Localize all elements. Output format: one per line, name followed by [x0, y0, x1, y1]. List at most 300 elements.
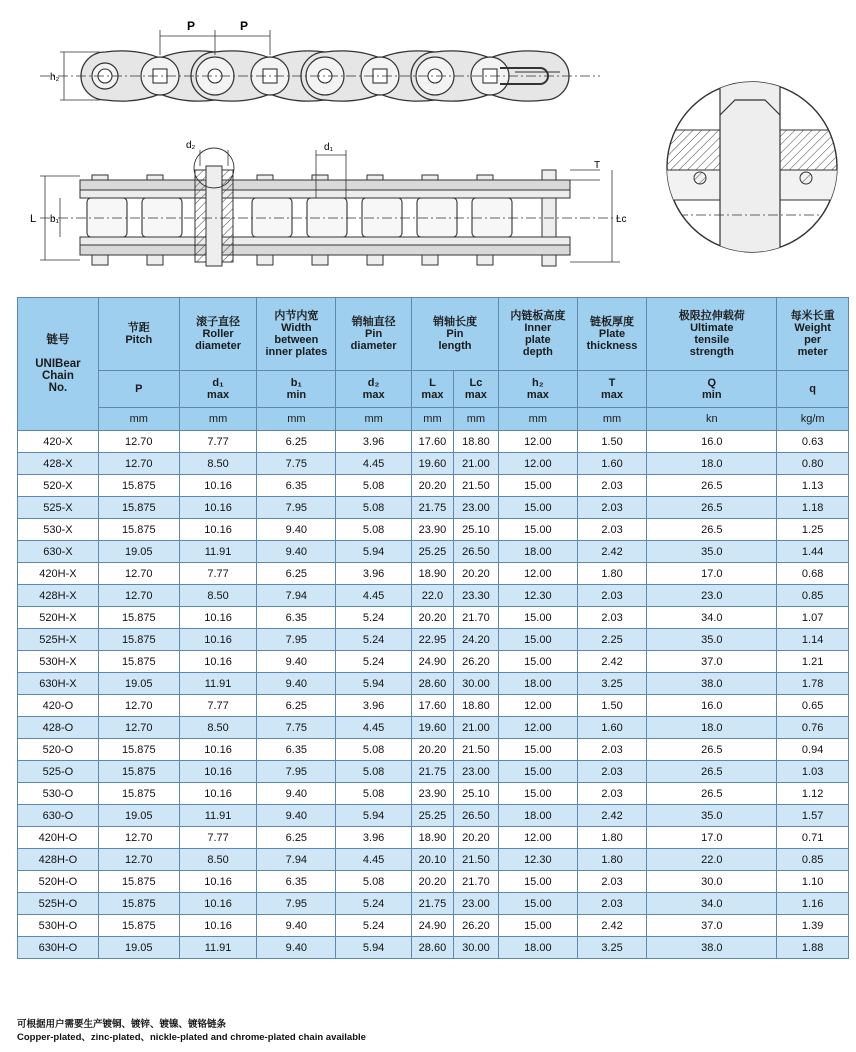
inner-plate-depth-header: 内链板高度 Inner plate depth: [498, 298, 577, 371]
table-cell: 12.30: [498, 585, 577, 607]
table-cell: 21.75: [411, 893, 453, 915]
table-cell: 26.50: [453, 805, 498, 827]
table-cell: 7.95: [257, 761, 336, 783]
table-row: [18, 761, 849, 783]
unit-cell: mm: [98, 408, 179, 431]
table-cell: 5.08: [336, 475, 412, 497]
spec-table-body: [18, 431, 849, 959]
table-cell: 23.30: [453, 585, 498, 607]
table-cell: 35.0: [647, 541, 777, 563]
chain-no-cell: 530-X: [18, 519, 99, 541]
table-cell: 12.00: [498, 453, 577, 475]
chain-spec-table: [17, 297, 849, 959]
table-cell: 1.80: [577, 827, 647, 849]
pin-diameter-header: 销轴直径 Pin diameter: [336, 298, 412, 371]
table-cell: 4.45: [336, 453, 412, 475]
table-cell: 5.94: [336, 673, 412, 695]
table-cell: 1.39: [777, 915, 849, 937]
table-cell: 6.35: [257, 475, 336, 497]
table-cell: 2.42: [577, 651, 647, 673]
table-cell: 5.08: [336, 497, 412, 519]
table-cell: 21.00: [453, 717, 498, 739]
table-cell: 18.0: [647, 453, 777, 475]
table-cell: 0.76: [777, 717, 849, 739]
table-cell: 23.90: [411, 519, 453, 541]
pitch-header: 节距 Pitch: [98, 298, 179, 371]
chain-no-cell: 428H-O: [18, 849, 99, 871]
table-cell: 9.40: [257, 915, 336, 937]
table-cell: 7.75: [257, 717, 336, 739]
chain-technical-drawings: [0, 0, 856, 290]
table-cell: 7.95: [257, 893, 336, 915]
chain-no-cell: 530H-X: [18, 651, 99, 673]
table-cell: 12.00: [498, 827, 577, 849]
table-cell: 9.40: [257, 805, 336, 827]
unit-cell: mm: [453, 408, 498, 431]
table-cell: 15.00: [498, 761, 577, 783]
table-cell: 22.0: [647, 849, 777, 871]
table-cell: 0.71: [777, 827, 849, 849]
table-cell: 20.10: [411, 849, 453, 871]
table-cell: 23.00: [453, 761, 498, 783]
table-cell: 12.70: [98, 695, 179, 717]
table-cell: 3.96: [336, 695, 412, 717]
table-cell: 10.16: [179, 871, 257, 893]
table-cell: 17.0: [647, 827, 777, 849]
table-cell: 10.16: [179, 519, 257, 541]
table-cell: 23.0: [647, 585, 777, 607]
table-cell: 18.00: [498, 805, 577, 827]
pitch-label-2: P: [240, 19, 249, 33]
table-cell: 34.0: [647, 607, 777, 629]
weight-per-meter-header: 每米长重 Weight per meter: [777, 298, 849, 371]
table-cell: 35.0: [647, 629, 777, 651]
table-cell: 1.57: [777, 805, 849, 827]
table-cell: 21.00: [453, 453, 498, 475]
table-cell: 1.12: [777, 783, 849, 805]
table-cell: 15.875: [98, 651, 179, 673]
d1-label: d₁: [324, 142, 333, 153]
table-cell: 1.50: [577, 695, 647, 717]
table-cell: 10.16: [179, 475, 257, 497]
table-cell: 12.70: [98, 453, 179, 475]
table-cell: 2.03: [577, 783, 647, 805]
table-cell: 15.875: [98, 761, 179, 783]
table-cell: 2.03: [577, 607, 647, 629]
chain-no-cell: 530-O: [18, 783, 99, 805]
table-cell: 18.00: [498, 673, 577, 695]
table-cell: 15.875: [98, 629, 179, 651]
table-cell: 38.0: [647, 673, 777, 695]
table-cell: 18.80: [453, 695, 498, 717]
table-cell: 1.88: [777, 937, 849, 959]
table-cell: 25.10: [453, 519, 498, 541]
roller-diameter-header: 滚子直径 Roller diameter: [179, 298, 257, 371]
table-cell: 7.94: [257, 849, 336, 871]
unit-cell: mm: [336, 408, 412, 431]
table-cell: 2.42: [577, 541, 647, 563]
table-cell: 16.0: [647, 695, 777, 717]
table-cell: 5.08: [336, 519, 412, 541]
chain-no-header: 链号 UNIBear Chain No.: [18, 298, 99, 431]
symbol-cell: Lc max: [453, 371, 498, 408]
table-cell: 28.60: [411, 673, 453, 695]
table-cell: 3.96: [336, 563, 412, 585]
table-cell: 1.13: [777, 475, 849, 497]
table-cell: 8.50: [179, 585, 257, 607]
table-cell: 1.21: [777, 651, 849, 673]
table-cell: 20.20: [453, 563, 498, 585]
d2-label: d₂: [186, 140, 196, 151]
chain-no-cell: 630H-X: [18, 673, 99, 695]
table-cell: 9.40: [257, 673, 336, 695]
symbol-cell: q: [777, 371, 849, 408]
table-cell: 30.0: [647, 871, 777, 893]
table-cell: 2.03: [577, 497, 647, 519]
table-cell: 12.70: [98, 849, 179, 871]
symbol-cell: d₂ max: [336, 371, 412, 408]
table-cell: 25.25: [411, 805, 453, 827]
table-row: [18, 475, 849, 497]
table-cell: 15.875: [98, 915, 179, 937]
table-cell: 12.70: [98, 563, 179, 585]
table-cell: 17.0: [647, 563, 777, 585]
table-cell: 5.24: [336, 915, 412, 937]
table-cell: 15.00: [498, 497, 577, 519]
table-cell: 1.80: [577, 563, 647, 585]
l-label: L: [30, 213, 37, 225]
table-cell: 7.75: [257, 453, 336, 475]
table-cell: 15.00: [498, 915, 577, 937]
table-cell: 8.50: [179, 717, 257, 739]
table-cell: 15.00: [498, 519, 577, 541]
table-cell: 3.25: [577, 673, 647, 695]
chain-no-cell: 428H-X: [18, 585, 99, 607]
table-cell: 18.90: [411, 563, 453, 585]
table-cell: 12.70: [98, 585, 179, 607]
chain-no-cell: 420-O: [18, 695, 99, 717]
table-cell: 1.60: [577, 453, 647, 475]
table-cell: 5.24: [336, 629, 412, 651]
table-cell: 26.5: [647, 475, 777, 497]
chain-no-cell: 428-O: [18, 717, 99, 739]
table-cell: 2.03: [577, 739, 647, 761]
unit-cell: mm: [577, 408, 647, 431]
table-cell: 2.03: [577, 475, 647, 497]
symbol-cell: T max: [577, 371, 647, 408]
table-cell: 21.75: [411, 497, 453, 519]
table-cell: 5.08: [336, 761, 412, 783]
table-cell: 1.25: [777, 519, 849, 541]
table-cell: 6.25: [257, 563, 336, 585]
chain-no-cell: 520H-X: [18, 607, 99, 629]
table-cell: 26.5: [647, 761, 777, 783]
table-cell: 2.03: [577, 871, 647, 893]
table-cell: 38.0: [647, 937, 777, 959]
unit-cell: kg/m: [777, 408, 849, 431]
table-cell: 12.00: [498, 695, 577, 717]
table-cell: 8.50: [179, 453, 257, 475]
table-cell: 10.16: [179, 761, 257, 783]
table-cell: 10.16: [179, 739, 257, 761]
table-cell: 23.90: [411, 783, 453, 805]
table-cell: 0.63: [777, 431, 849, 453]
table-cell: 15.00: [498, 475, 577, 497]
table-cell: 18.90: [411, 827, 453, 849]
table-cell: 26.5: [647, 783, 777, 805]
table-cell: 15.875: [98, 783, 179, 805]
unit-cell: mm: [411, 408, 453, 431]
symbol-cell: L max: [411, 371, 453, 408]
table-cell: 18.80: [453, 431, 498, 453]
table-cell: 23.00: [453, 893, 498, 915]
table-cell: 4.45: [336, 849, 412, 871]
chain-no-cell: 525-X: [18, 497, 99, 519]
table-cell: 7.94: [257, 585, 336, 607]
table-cell: 5.24: [336, 651, 412, 673]
table-cell: 12.00: [498, 563, 577, 585]
table-row: [18, 651, 849, 673]
table-cell: 0.94: [777, 739, 849, 761]
table-cell: 9.40: [257, 651, 336, 673]
chain-top-view: [30, 140, 627, 266]
table-cell: 2.03: [577, 893, 647, 915]
table-cell: 5.94: [336, 937, 412, 959]
table-cell: 2.03: [577, 761, 647, 783]
chain-no-cell: 630-X: [18, 541, 99, 563]
chain-no-cell: 630-O: [18, 805, 99, 827]
table-row: [18, 453, 849, 475]
table-cell: 7.77: [179, 431, 257, 453]
table-cell: 37.0: [647, 651, 777, 673]
table-cell: 20.20: [411, 475, 453, 497]
table-cell: 5.94: [336, 805, 412, 827]
table-cell: 30.00: [453, 937, 498, 959]
table-cell: 1.18: [777, 497, 849, 519]
chain-no-cell: 420H-X: [18, 563, 99, 585]
table-cell: 19.05: [98, 805, 179, 827]
table-cell: 18.00: [498, 541, 577, 563]
table-cell: 12.00: [498, 431, 577, 453]
table-row: [18, 717, 849, 739]
table-cell: 15.875: [98, 497, 179, 519]
pin-detail-magnified: [660, 80, 850, 270]
footnote-cn: 可根据用户需要生产镀铜、镀锌、镀镍、镀铬链条: [17, 1019, 227, 1030]
table-cell: 5.08: [336, 783, 412, 805]
table-cell: 34.0: [647, 893, 777, 915]
chain-no-cell: 530H-O: [18, 915, 99, 937]
table-cell: 10.16: [179, 893, 257, 915]
table-cell: 5.24: [336, 893, 412, 915]
table-cell: 12.30: [498, 849, 577, 871]
table-cell: 12.00: [498, 717, 577, 739]
table-cell: 10.16: [179, 651, 257, 673]
unit-cell: mm: [498, 408, 577, 431]
table-row: [18, 849, 849, 871]
chain-no-cell: 520-X: [18, 475, 99, 497]
table-cell: 2.42: [577, 805, 647, 827]
table-cell: 24.20: [453, 629, 498, 651]
table-cell: 15.875: [98, 893, 179, 915]
table-cell: 1.78: [777, 673, 849, 695]
chain-no-cell: 525H-O: [18, 893, 99, 915]
table-cell: 7.77: [179, 827, 257, 849]
table-cell: 12.70: [98, 717, 179, 739]
table-cell: 0.85: [777, 585, 849, 607]
table-cell: 15.00: [498, 783, 577, 805]
table-cell: 9.40: [257, 541, 336, 563]
table-cell: 20.20: [411, 739, 453, 761]
table-cell: 17.60: [411, 431, 453, 453]
table-cell: 20.20: [411, 607, 453, 629]
table-cell: 24.90: [411, 651, 453, 673]
table-cell: 15.875: [98, 519, 179, 541]
table-cell: 3.25: [577, 937, 647, 959]
table-row: [18, 871, 849, 893]
table-cell: 19.05: [98, 541, 179, 563]
table-cell: 5.08: [336, 871, 412, 893]
table-cell: 5.24: [336, 607, 412, 629]
table-cell: 12.70: [98, 431, 179, 453]
table-cell: 1.44: [777, 541, 849, 563]
table-cell: 10.16: [179, 607, 257, 629]
symbol-cell: h₂ max: [498, 371, 577, 408]
table-row: [18, 607, 849, 629]
table-cell: 26.20: [453, 915, 498, 937]
chain-no-cell: 525-O: [18, 761, 99, 783]
inner-width-header: 内节内宽 Width between inner plates: [257, 298, 336, 371]
h2-label: h₂: [50, 72, 60, 83]
table-cell: 2.25: [577, 629, 647, 651]
table-cell: 19.60: [411, 717, 453, 739]
t-label: T: [594, 160, 601, 171]
table-row: [18, 827, 849, 849]
table-cell: 22.0: [411, 585, 453, 607]
table-cell: 11.91: [179, 805, 257, 827]
table-row: [18, 497, 849, 519]
symbol-cell: Q min: [647, 371, 777, 408]
table-cell: 15.00: [498, 629, 577, 651]
table-cell: 6.35: [257, 739, 336, 761]
table-cell: 1.14: [777, 629, 849, 651]
table-cell: 26.5: [647, 739, 777, 761]
table-cell: 26.5: [647, 497, 777, 519]
table-cell: 21.50: [453, 475, 498, 497]
table-cell: 3.96: [336, 827, 412, 849]
table-cell: 19.05: [98, 937, 179, 959]
pitch-label-1: P: [187, 19, 196, 33]
table-cell: 25.25: [411, 541, 453, 563]
table-cell: 10.16: [179, 497, 257, 519]
table-cell: 0.68: [777, 563, 849, 585]
table-cell: 19.05: [98, 673, 179, 695]
table-cell: 21.50: [453, 739, 498, 761]
table-cell: 1.10: [777, 871, 849, 893]
table-cell: 15.00: [498, 739, 577, 761]
table-cell: 7.95: [257, 497, 336, 519]
table-cell: 23.00: [453, 497, 498, 519]
table-cell: 15.875: [98, 475, 179, 497]
table-cell: 6.25: [257, 827, 336, 849]
table-cell: 15.00: [498, 607, 577, 629]
table-cell: 12.70: [98, 827, 179, 849]
table-row: [18, 739, 849, 761]
chain-no-cell: 520H-O: [18, 871, 99, 893]
table-row: [18, 673, 849, 695]
symbol-cell: d₁ max: [179, 371, 257, 408]
table-cell: 35.0: [647, 805, 777, 827]
table-cell: 26.50: [453, 541, 498, 563]
b1-label: b₁: [50, 214, 59, 225]
table-cell: 10.16: [179, 915, 257, 937]
table-cell: 2.42: [577, 915, 647, 937]
table-row: [18, 431, 849, 453]
tensile-strength-header: 极限拉伸载荷 Ultimate tensile strength: [647, 298, 777, 371]
table-cell: 24.90: [411, 915, 453, 937]
table-cell: 11.91: [179, 673, 257, 695]
table-row: [18, 805, 849, 827]
table-cell: 6.25: [257, 431, 336, 453]
table-cell: 18.0: [647, 717, 777, 739]
unit-cell: kn: [647, 408, 777, 431]
chain-side-view: [40, 19, 600, 101]
table-cell: 6.35: [257, 871, 336, 893]
table-cell: 6.25: [257, 695, 336, 717]
chain-no-cell: 630H-O: [18, 937, 99, 959]
table-cell: 4.45: [336, 717, 412, 739]
table-cell: 1.07: [777, 607, 849, 629]
table-cell: 16.0: [647, 431, 777, 453]
table-cell: 7.77: [179, 563, 257, 585]
table-cell: 11.91: [179, 937, 257, 959]
table-cell: 15.875: [98, 739, 179, 761]
lc-label: Lc: [616, 214, 627, 225]
symbol-cell: b₁ min: [257, 371, 336, 408]
table-cell: 15.00: [498, 651, 577, 673]
table-row: [18, 541, 849, 563]
table-cell: 25.10: [453, 783, 498, 805]
table-cell: 1.03: [777, 761, 849, 783]
chain-no-cell: 420-X: [18, 431, 99, 453]
table-cell: 10.16: [179, 783, 257, 805]
table-cell: 9.40: [257, 519, 336, 541]
unit-cell: mm: [257, 408, 336, 431]
table-row: [18, 783, 849, 805]
table-cell: 21.70: [453, 871, 498, 893]
table-cell: 15.875: [98, 607, 179, 629]
table-cell: 0.80: [777, 453, 849, 475]
plating-footnote: [17, 1018, 366, 1044]
table-cell: 2.03: [577, 519, 647, 541]
table-cell: 1.16: [777, 893, 849, 915]
table-row: [18, 695, 849, 717]
table-cell: 15.875: [98, 871, 179, 893]
table-cell: 26.20: [453, 651, 498, 673]
table-row: [18, 519, 849, 541]
table-cell: 18.00: [498, 937, 577, 959]
table-cell: 4.45: [336, 585, 412, 607]
table-cell: 15.00: [498, 871, 577, 893]
table-cell: 20.20: [453, 827, 498, 849]
table-cell: 8.50: [179, 849, 257, 871]
table-cell: 28.60: [411, 937, 453, 959]
table-cell: 26.5: [647, 519, 777, 541]
unit-cell: mm: [179, 408, 257, 431]
table-cell: 1.80: [577, 849, 647, 871]
table-cell: 7.77: [179, 695, 257, 717]
table-cell: 1.50: [577, 431, 647, 453]
table-cell: 0.65: [777, 695, 849, 717]
